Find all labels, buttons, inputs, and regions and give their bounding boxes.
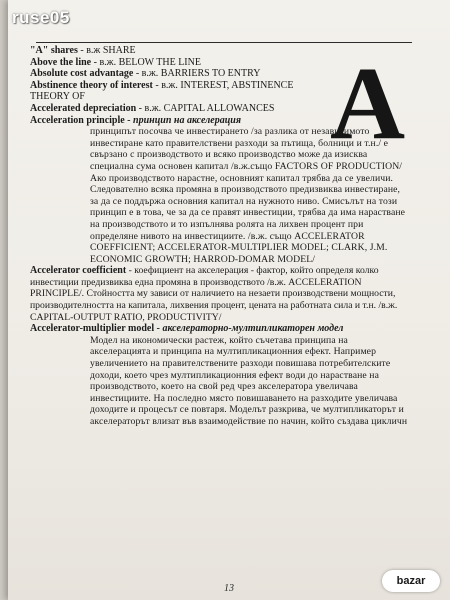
page-number: 13 — [224, 583, 234, 594]
bazar-logo: bazar — [382, 570, 440, 592]
glossary-entry — [30, 45, 322, 57]
glossary-entry — [30, 103, 322, 115]
glossary-entry — [30, 57, 322, 69]
entry-head: Accelerated depreciation — [30, 102, 137, 114]
glossary-entry — [30, 80, 322, 103]
entry-text: - в.ж. INTEREST, ABSTINENCE THEORY OF — [30, 79, 294, 103]
entry-head: Accelerator-multiplier model — [30, 323, 155, 335]
entry-head: Above the line — [30, 56, 92, 68]
entry-head: Accelerator coefficient — [30, 265, 127, 277]
glossary-entries — [30, 45, 410, 428]
entry-head: Abstinence theory of interest — [30, 79, 153, 91]
glossary-entry — [30, 323, 410, 335]
glossary-entry — [30, 265, 410, 323]
entry-text: - коефициент на акселерация - фактор, който определя колко инвестиции предизвиква една промяна в производството /в.ж. ACCELERATION PRINCIPLE/. Стойността му зависи от наличието на незаети производствени мощности, производителността на капитала, лихвения процент, цената на работната сила и т.н. /в.ж. CAPITAL-OUTPUT RATIO, PRODUCTIVITY/ — [30, 265, 398, 323]
entry-text: - в.ж. CAPITAL ALLOWANCES — [136, 102, 275, 114]
top-rule — [36, 42, 412, 43]
entry-definition: принципът посочва че инвестирането /за разлика от независимото инвестиране като правителствени разходи за пътища, болници и т.н./ е свързано с производството и всяко производство може да изисква специална сума основен капитал /в.ж.също FACTORS OF PRODUCTION/ Ако производството нарастне, основният капитал трябва да се увеличи. Следователно всяка промяна в производството предизвиква инвестиране, за да се поддържа основния капитал на нужното ниво. Смисълът на този принцип е в това, че за да се правят инвестиции, трябва да има нарастване на производството и то изпълнява ролята на лихвен процент при определяне нивото на инвестициите. /в.ж. също ACCELERATOR COEFFICIENT; ACCELERATOR-MULTIPLIER MODEL; CLARK, J.M. ECONOMIC GROWTH; HARROD-DOMAR MODEL/ — [90, 126, 406, 265]
entry-definition: Модел на икономически растеж, който съчетава принципа на акселерацията и принципа на мултипликационния ефект. Например увеличението на правителствените разходи повишава потребителските доходи, което чрез мултипликационния ефект води до нарастване на производството, което на свой ред чрез акселератора увеличава инвестициите. На последно място повишаването на разходите увеличава доходите и процесът се повтаря. Моделът разкрива, че мултипликаторът и акселераторът влизат във взаимодействие по начин, който създава цикличн — [90, 334, 408, 427]
glossary-entry — [30, 68, 322, 80]
glossary-entry — [30, 115, 410, 127]
entry-head: Acceleration principle — [30, 114, 125, 126]
entry-head: "A" shares — [30, 45, 78, 56]
watermark-text: ruse05 — [12, 8, 70, 27]
entry-head: Absolute cost advantage — [30, 68, 134, 80]
entry-text: - в.ж SHARE — [77, 45, 136, 56]
chapter-initial-letter: A — [330, 46, 406, 161]
entry-translation: - акселераторно-мултипликаторен модел — [154, 323, 344, 335]
entry-text: - в.ж. BELOW THE LINE — [91, 56, 201, 68]
entry-translation: - принцип на акселерация — [124, 114, 241, 126]
entry-text: - в.ж. BARRIERS TO ENTRY — [133, 68, 261, 80]
